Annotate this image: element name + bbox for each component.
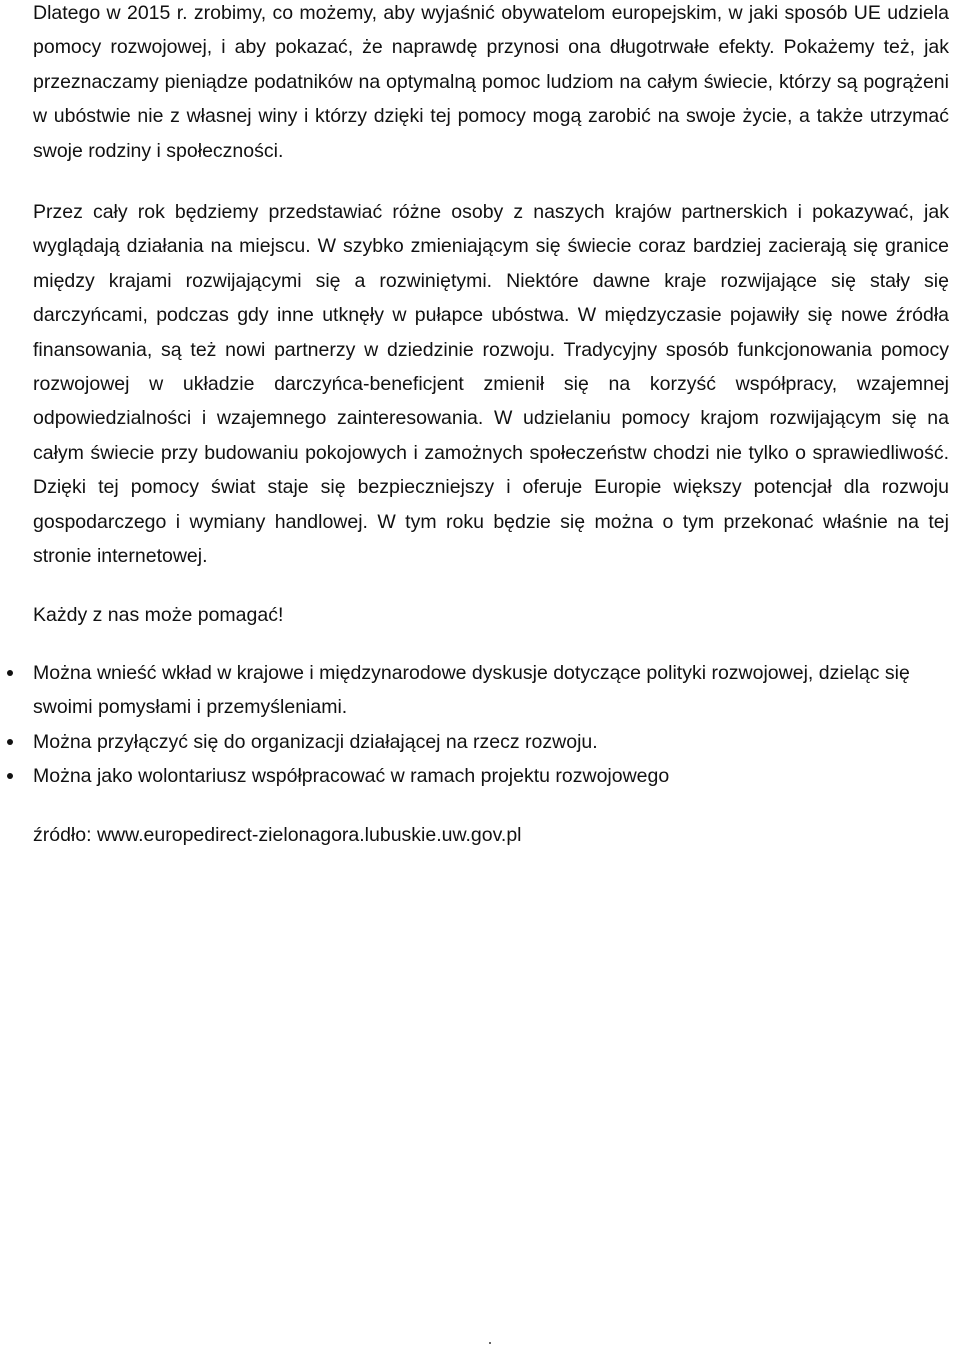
list-item-text: Można wnieść wkład w krajowe i międzynarodowe dyskusje dotyczące polityki rozwojowej, dzieląc się swoimi pomysłami i przemyśleniami. <box>33 661 910 719</box>
document-page <box>33 0 949 852</box>
page-speck <box>489 1342 491 1344</box>
body-paragraph: Przez cały rok będziemy przedstawiać różne osoby z naszych krajów partnerskich i pokazywać, jak wyglądają działania na miejscu. W szybko zmieniającym się świecie coraz bardziej zacierają się granice między krajami rozwijającymi się a rozwiniętymi. Niektóre dawne kraje rozwijające się stały się darczyńcami, podczas gdy inne utknęły w pułapce ubóstwa. W międzyczasie pojawiły się nowe źródła finansowania, są też nowi partnerzy w dziedzinie rozwoju. Tradycyjny sposób funkcjonowania pomocy rozwojowej w układzie darczyńca-beneficjent zmienił się na korzyść współpracy, wzajemnej odpowiedzialności i wzajemnego zainteresowania. W udzielaniu pomocy krajom rozwijającym się na całym świecie przy budowaniu pokojowych i zamożnych społeczeństw chodzi nie tylko o sprawiedliwość. Dzięki tej pomocy świat staje się bezpieczniejszy i oferuje Europie większy potencjał dla rozwoju gospodarczego i wymiany handlowej. W tym roku będzie się można o tym przekonać właśnie na tej stronie internetowej. <box>33 201 949 568</box>
bullet-icon <box>7 773 13 779</box>
list-item <box>33 725 949 759</box>
list-item-text: Można przyłączyć się do organizacji działającej na rzecz rozwoju. <box>33 730 598 753</box>
list-item <box>33 759 949 793</box>
bullet-icon <box>7 670 13 676</box>
ways-to-help-list <box>33 656 949 794</box>
bullet-icon <box>7 739 13 745</box>
list-item-text: Można jako wolontariusz współpracować w ramach projektu rozwojowego <box>33 765 670 788</box>
list-item <box>33 656 949 725</box>
intro-paragraph: Dlatego w 2015 r. zrobimy, co możemy, aby wyjaśnić obywatelom europejskim, w jaki sposób UE udziela pomocy rozwojowej, i aby pokazać, że naprawdę przynosi ona długotrwałe efekty. Pokażemy też, jak przeznaczamy pieniądze podatników na optymalną pomoc ludziom na całym świecie, którzy są pogrążeni w ubóstwie nie z własnej winy i którzy dzięki tej pomocy mogą zarobić na swoje życie, a także utrzymać swoje rodziny i społeczności. <box>33 2 949 162</box>
call-to-action-line: Każdy z nas może pomagać! <box>33 603 284 626</box>
source-line: źródło: www.europedirect-zielonagora.lubuskie.uw.gov.pl <box>33 823 522 846</box>
